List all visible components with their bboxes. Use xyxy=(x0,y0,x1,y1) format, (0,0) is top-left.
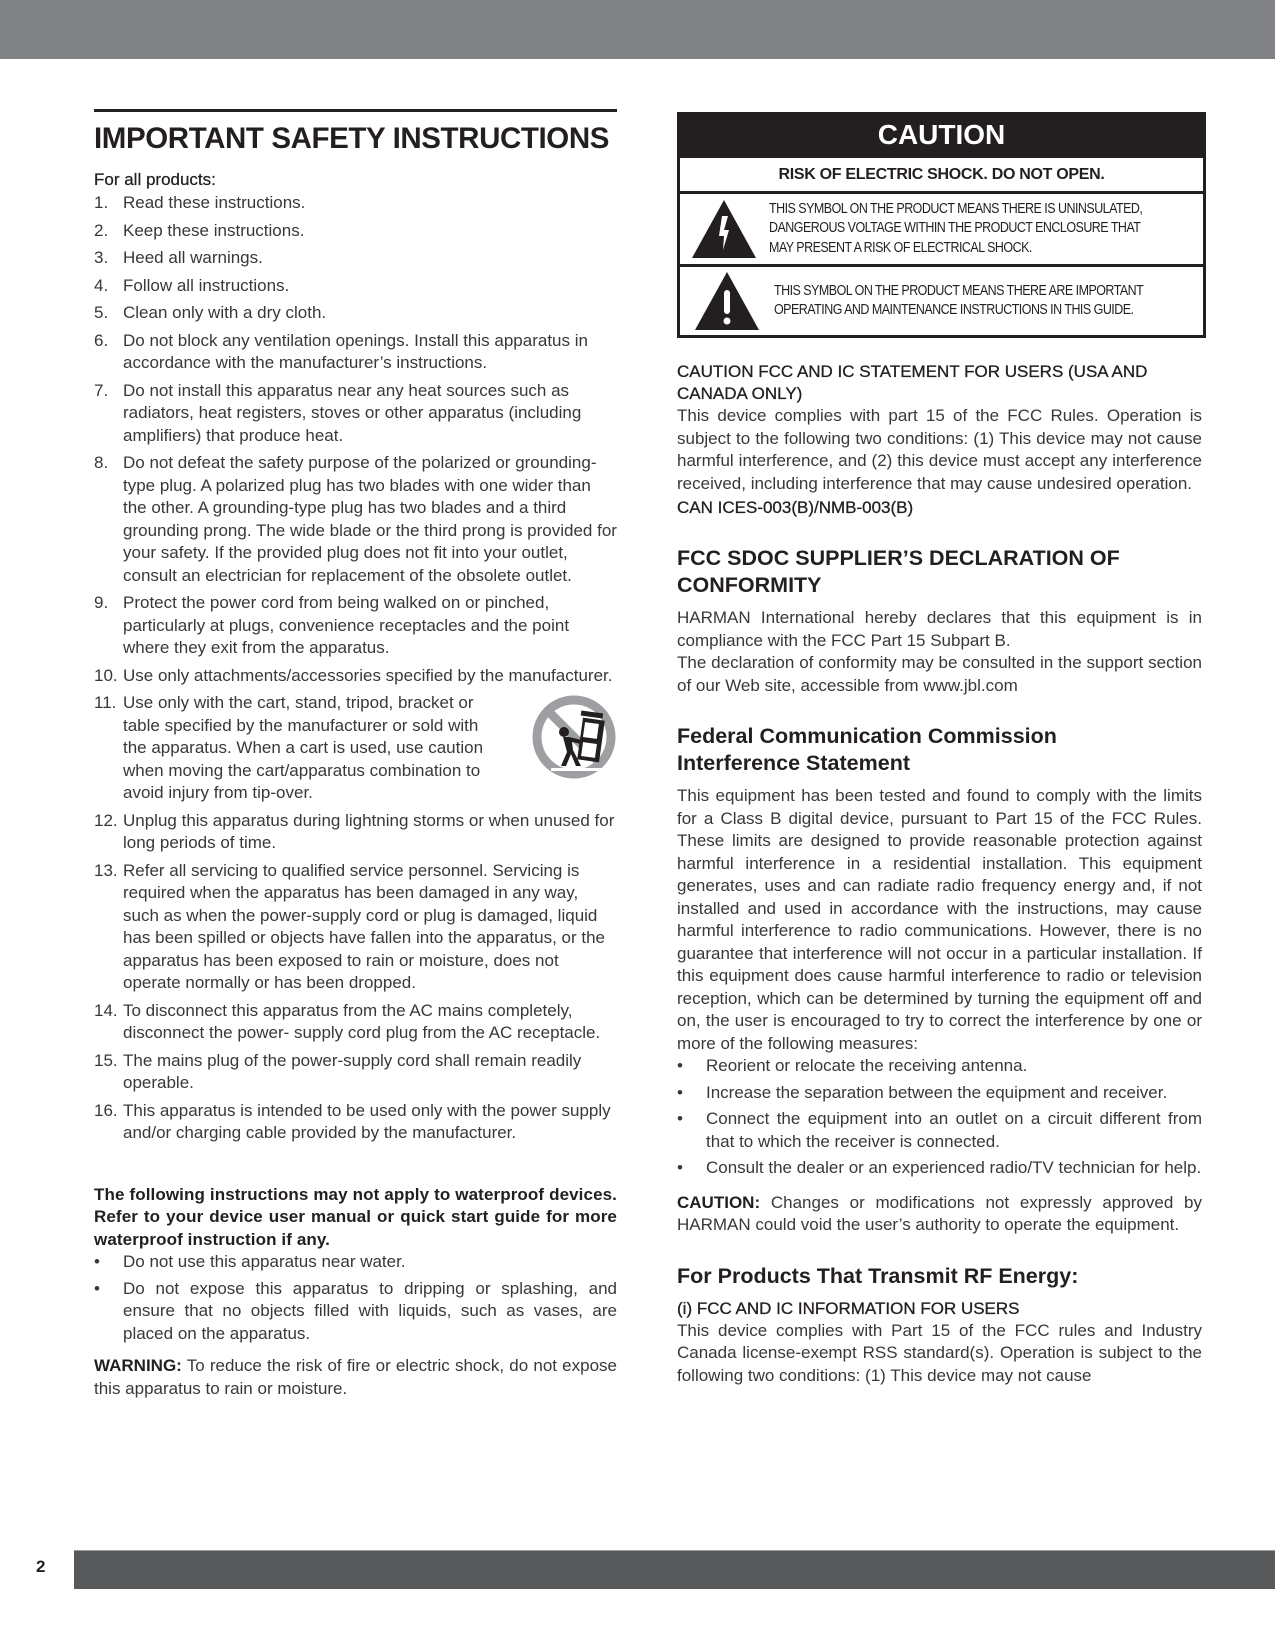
bullet-icon: • xyxy=(94,1252,100,1271)
header-band xyxy=(0,0,1275,59)
instruction-item: 3. Heed all warnings. xyxy=(94,248,263,267)
footer-band xyxy=(74,1550,1275,1589)
caution-row-voltage xyxy=(680,194,1203,264)
bullet-item: • Do not expose this apparatus to dripping or splashing, and ensure that no objects filled with liquids, such as vases, are placed on the apparatus. xyxy=(94,1278,617,1343)
regulatory-column xyxy=(677,112,1202,1387)
title-rule xyxy=(94,109,617,112)
caution-box xyxy=(677,112,1206,338)
instruction-item: 4. Follow all instructions. xyxy=(94,275,290,295)
instruction-item: 8. Do not defeat the safety purpose of the polarized or grounding-type plug. A polarized plug has two blades with one wider than the other. A grounding-type plug has two blades and a third grounding prong. The wide blade or the third prong is provided for your safety. If the provided plug does not fit into your outlet, consult an electrician for replacement of the obsolete outlet. xyxy=(94,453,617,585)
bullet-item: • Reorient or relocate the receiving antenna. xyxy=(677,1055,1202,1078)
safety-instructions-column xyxy=(94,109,617,1400)
bullet-icon: • xyxy=(677,1082,683,1102)
instruction-item: 16. This apparatus is intended to be used only with the power supply and/or charging cable provided by the manufacturer. xyxy=(94,1100,611,1142)
exclamation-warning-icon xyxy=(693,270,761,332)
warning-label: WARNING: xyxy=(94,1356,182,1375)
caution-row-instructions xyxy=(680,267,1203,335)
instruction-item: 11. Use only with the cart, stand, tripod, bracket or table specified by the manufacturer or sold with the apparatus. When a cart is used, use caution when moving the cart/apparatus combination to avoid injury from tip-over. xyxy=(94,692,617,805)
rf-energy-heading: For Products That Transmit RF Energy: xyxy=(677,1263,1079,1288)
caution-voltage-text: THIS SYMBOL ON THE PRODUCT MEANS THERE IS UNINSULATED, DANGEROUS VOLTAGE WITHIN THE PRODUCT ENCLOSURE THAT MAY PRESENT A RISK OF ELECTRICAL SHOCK. xyxy=(768,200,1143,256)
ices-label: CAN ICES-003(B)/NMB-003(B) xyxy=(677,498,914,517)
bullet-icon: • xyxy=(94,1278,100,1298)
fcc-interference-heading: Federal Communication Commission Interference Statement xyxy=(677,724,1057,775)
bullet-icon: • xyxy=(677,1056,683,1075)
waterproof-note: The following instructions may not apply to waterproof devices. Refer to your device user manual or quick start guide for more waterproof instruction if any. xyxy=(94,1184,617,1249)
page-title: IMPORTANT SAFETY INSTRUCTIONS xyxy=(94,122,610,155)
caution-title: CAUTION xyxy=(680,112,1203,158)
rf-body: This device complies with Part 15 of the FCC rules and Industry Canada license-exempt RSS standard(s). Operation is subject to the following two conditions: (1) This device may not cause xyxy=(677,1320,1202,1385)
fcc-ic-statement-body: This device complies with part 15 of the FCC Rules. Operation is subject to the following two conditions: (1) This device may not cause harmful interference, and (2) this device must accept any interference received, including interference that may cause undesired operation. xyxy=(677,406,1202,493)
modification-caution: CAUTION: Changes or modifications not expressly approved by HARMAN could void the user’s authority to operate the equipment. xyxy=(677,1192,1202,1234)
page-number: 2 xyxy=(36,1557,46,1576)
instruction-item: 2. Keep these instructions. xyxy=(94,220,305,240)
fcc-ic-statement-heading: CAUTION FCC AND IC STATEMENT FOR USERS (USA AND CANADA ONLY) xyxy=(677,362,1148,403)
safety-instruction-list xyxy=(94,192,617,1145)
cart-tip-over-warning-icon xyxy=(531,694,617,780)
interference-measures-list xyxy=(677,1055,1202,1180)
warning-paragraph: WARNING: To reduce the risk of fire or electric shock, do not expose this apparatus to rain or moisture. xyxy=(94,1356,617,1398)
rf-fcc-ic-subheading: (i) FCC AND IC INFORMATION FOR USERS xyxy=(677,1298,1020,1318)
instruction-item: 6. Do not block any ventilation openings. Install this apparatus in accordance with the manufacturer’s instructions. xyxy=(94,330,588,372)
instruction-item: 7. Do not install this apparatus near any heat sources such as radiators, heat registers, stoves or other apparatus (including amplifiers) that produce heat. xyxy=(94,380,582,445)
instruction-item: 15. The mains plug of the power-supply cord shall remain readily operable. xyxy=(94,1050,582,1092)
instruction-item: 13. Refer all servicing to qualified service personnel. Servicing is required when the apparatus has been damaged in any way, such as when the power-supply cord or plug is damaged, liquid has been spilled or objects have fallen into the apparatus, or the apparatus has been exposed to rain or moisture, does not operate normally or has been dropped. xyxy=(94,860,605,992)
sdoc-paragraph-2: The declaration of conformity may be consulted in the support section of our Web site, accessible from www.jbl.com xyxy=(677,653,1202,695)
instruction-item: 9. Protect the power cord from being walked on or pinched, particularly at plugs, convenience receptacles and the point where they exit from the apparatus. xyxy=(94,593,570,657)
fcc-interference-body: This equipment has been tested and found to comply with the limits for a Class B digital device, pursuant to Part 15 of the FCC Rules. These limits are designed to provide reasonable protection against harmful interference in a residential installation. This equipment generates, uses and can radiate radio frequency energy and, if not installed and used in accordance with the instructions, may cause harmful interference to radio communications. However, there is no guarantee that interference will not occur in a particular installation. If this equipment does cause harmful interference to radio or television reception, which can be determined by turning the equipment off and on, the user is encouraged to try to correct the interference by one or more of the following measures: xyxy=(677,786,1202,1053)
instruction-item: 14. To disconnect this apparatus from the AC mains completely, disconnect the power- supply cord plug from the AC receptacle. xyxy=(94,1000,601,1042)
bullet-item: • Consult the dealer or an experienced radio/TV technician for help. xyxy=(677,1157,1202,1180)
bullet-item: • Do not use this apparatus near water. xyxy=(94,1251,617,1274)
instruction-item: 5. Clean only with a dry cloth. xyxy=(94,303,327,322)
instruction-item: 10. Use only attachments/accessories specified by the manufacturer. xyxy=(94,665,613,685)
for-all-products-label: For all products: xyxy=(94,170,216,189)
bullet-item: • Connect the equipment into an outlet on a circuit different from that to which the receiver is connected. xyxy=(677,1109,1202,1151)
sdoc-heading: FCC SDOC SUPPLIER’S DECLARATION OF CONFORMITY xyxy=(677,546,1120,597)
caution-subtitle: RISK OF ELECTRIC SHOCK. DO NOT OPEN. xyxy=(680,158,1203,191)
caution-label: CAUTION: xyxy=(677,1192,761,1212)
bullet-item: • Increase the separation between the equipment and receiver. xyxy=(677,1082,1202,1105)
lightning-warning-icon xyxy=(690,198,758,260)
waterproof-bullet-list xyxy=(94,1251,617,1345)
caution-instructions-text: THIS SYMBOL ON THE PRODUCT MEANS THERE ARE IMPORTANT OPERATING AND MAINTENANCE INSTRUCTIONS IN THIS GUIDE. xyxy=(773,282,1143,318)
bullet-icon: • xyxy=(677,1109,683,1128)
bullet-icon: • xyxy=(677,1158,683,1177)
instruction-item: 12. Unplug this apparatus during lightning storms or when unused for long periods of time. xyxy=(94,810,615,852)
sdoc-paragraph-1: HARMAN International hereby declares that this equipment is in compliance with the FCC Part 15 Subpart B. xyxy=(677,608,1202,650)
instruction-item: 1. Read these instructions. xyxy=(94,193,306,212)
